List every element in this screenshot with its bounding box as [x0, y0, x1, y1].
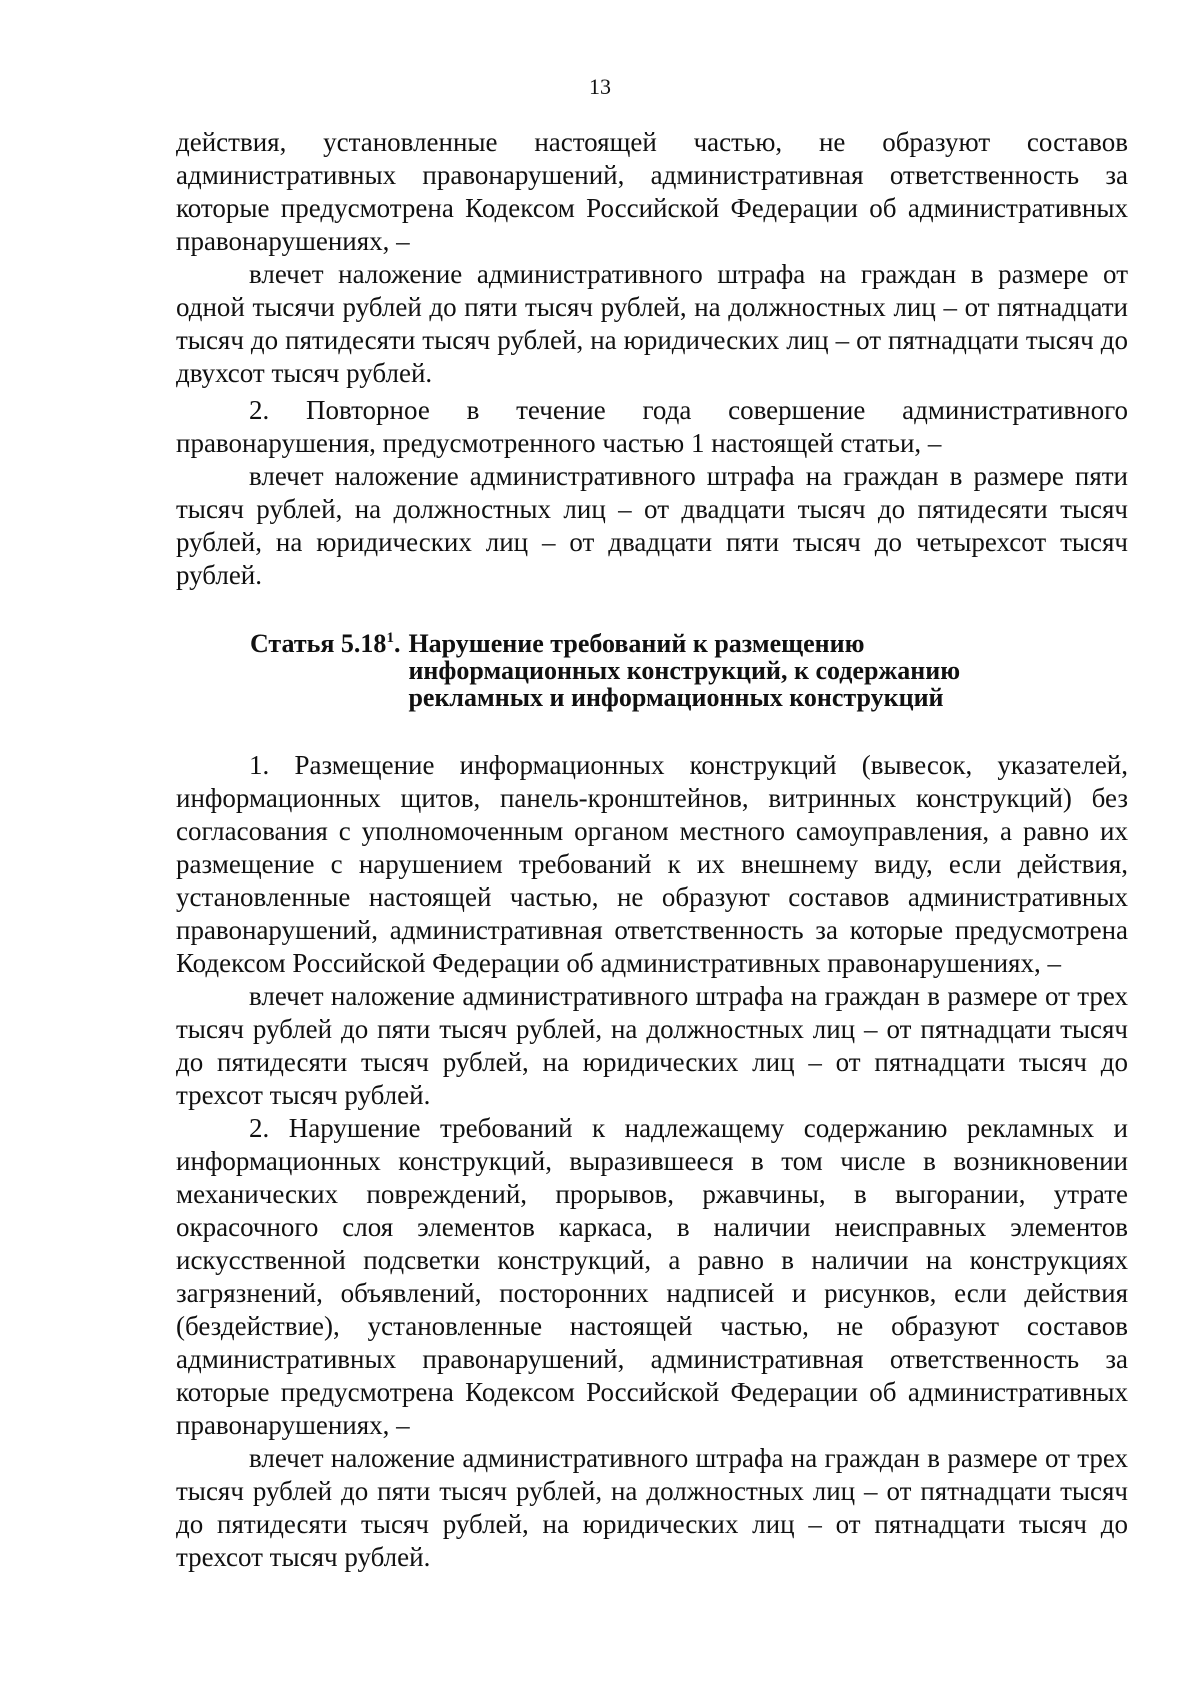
article-number-text: Статья 5.18 [250, 629, 387, 658]
article-title [408, 630, 1128, 711]
paragraph-part-2: 2. Повторное в течение года совершение административного правонарушения, предусмотренного частью 1 настоящей статьи, – [176, 395, 1128, 458]
paragraph-article-part-2: 2. Нарушение требований к надлежащему содержанию рекламных и информационных конструкций, выразившееся в том числе в возникновении механических повреждений, прорывов, ржавчины, в выгорании, утрате окрасочного слоя элементов каркаса, в наличии неисправных элементов искусственной подсветки конструкций, а равно в наличии на конструкциях загрязнений, объявлений, посторонних надписей и рисунков, если действия (бездействие), установленные настоящей частью, не образуют составов административных правонарушений, административная ответственность за которые предусмотрена Кодексом Российской Федерации об административных правонарушениях, – [176, 1113, 1128, 1440]
article-number [250, 630, 408, 711]
article-number-dot: . [393, 629, 401, 658]
article-title-line: информационных конструкций, к содержанию [408, 656, 961, 685]
article-title-line: Нарушение требований к размещению [408, 629, 865, 658]
article-heading [176, 630, 1128, 711]
paragraph-sanction: влечет наложение административного штрафа на граждан в размере от трех тысяч рублей до пяти тысяч рублей, на должностных лиц – от пятнадцати тысяч до пятидесяти тысяч рублей, на юридических лиц – от пятнадцати тысяч до трехсот тысяч рублей. [176, 981, 1128, 1110]
page-number: 13 [589, 74, 611, 99]
paragraph-sanction: влечет наложение административного штрафа на граждан в размере от трех тысяч рублей до пяти тысяч рублей, на должностных лиц – от пятнадцати тысяч до пятидесяти тысяч рублей, на юридических лиц – от пятнадцати тысяч до трехсот тысяч рублей. [176, 1443, 1128, 1572]
paragraph-continuation: действия, установленные настоящей частью, не образуют составов административных правонарушений, административная ответственность за которые предусмотрена Кодексом Российской Федерации об административных правонарушениях, – [176, 127, 1128, 256]
article-title-line: рекламных и информационных конструкций [408, 683, 944, 712]
paragraph-sanction: влечет наложение административного штрафа на граждан в размере пяти тысяч рублей, на должностных лиц – от двадцати тысяч до пятидесяти тысяч рублей, на юридических лиц – от двадцати пяти тысяч до четырехсот тысяч рублей. [176, 461, 1128, 590]
paragraph-sanction: влечет наложение административного штрафа на граждан в размере от одной тысячи рублей до пяти тысяч рублей, на должностных лиц – от пятнадцати тысяч до пятидесяти тысяч рублей, на юридических лиц – от пятнадцати тысяч до двухсот тысяч рублей. [176, 259, 1128, 388]
article-number-superscript: 1 [386, 630, 394, 646]
document-body [176, 126, 1128, 1574]
paragraph-article-part-1: 1. Размещение информационных конструкций (вывесок, указателей, информационных щитов, панель-кронштейнов, витринных конструкций) без согласования с уполномоченным органом местного самоуправления, а равно их размещение с нарушением требований к их внешнему виду, если действия, установленные настоящей частью, не образуют составов административных правонарушений, административная ответственность за которые предусмотрена Кодексом Российской Федерации об административных правонарушениях, – [176, 750, 1128, 978]
